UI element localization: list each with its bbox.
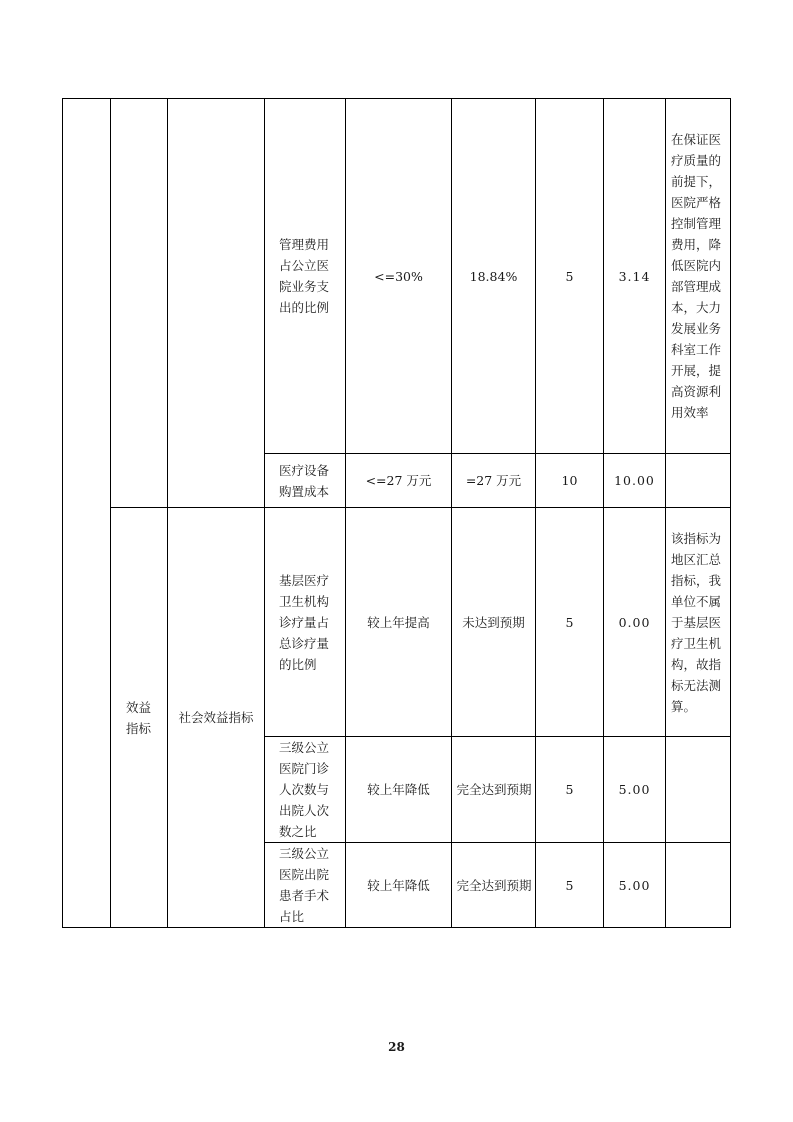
actual-cell: 完全达到预期 [452,843,536,928]
category-cell: 效益指标 [111,508,168,928]
level3-cell-top [168,99,265,508]
weight-cell: 5 [536,843,604,928]
actual-cell: 18.84% [452,99,536,454]
target-cell: 较上年降低 [346,843,452,928]
note-cell [666,843,731,928]
actual-cell: 完全达到预期 [452,737,536,843]
score-cell: 10.00 [604,454,666,508]
subcategory-cell: 社会效益指标 [168,508,265,928]
target-cell: <=30% [346,99,452,454]
score-cell: 5.00 [604,843,666,928]
actual-cell: =27 万元 [452,454,536,508]
indicator-cell: 三级公立医院门诊人次数与出院人次数之比 [265,737,346,843]
score-cell: 3.14 [604,99,666,454]
note-cell: 在保证医疗质量的前提下，医院严格控制管理费用，降低医院内部管理成本，大力发展业务科室工作开展，提高资源利用效率 [666,99,731,454]
actual-cell: 未达到预期 [452,508,536,737]
weight-cell: 5 [536,508,604,737]
level1-cell [63,99,111,928]
indicator-cell: 三级公立医院出院患者手术占比 [265,843,346,928]
indicator-cell: 基层医疗卫生机构诊疗量占总诊疗量的比例 [265,508,346,737]
weight-cell: 5 [536,737,604,843]
note-cell [666,454,731,508]
indicator-cell: 医疗设备购置成本 [265,454,346,508]
score-cell: 0.00 [604,508,666,737]
weight-cell: 10 [536,454,604,508]
target-cell: 较上年提高 [346,508,452,737]
weight-cell: 5 [536,99,604,454]
target-cell: <=27 万元 [346,454,452,508]
score-cell: 5.00 [604,737,666,843]
table-row [63,99,731,454]
note-cell [666,737,731,843]
note-cell: 该指标为地区汇总指标，我单位不属于基层医疗卫生机构，故指标无法测算。 [666,508,731,737]
page-number: 28 [388,1040,405,1054]
indicator-cell: 管理费用占公立医院业务支出的比例 [265,99,346,454]
target-cell: 较上年降低 [346,737,452,843]
performance-table [62,98,731,928]
level2-cell-top [111,99,168,508]
table-row [63,508,731,737]
